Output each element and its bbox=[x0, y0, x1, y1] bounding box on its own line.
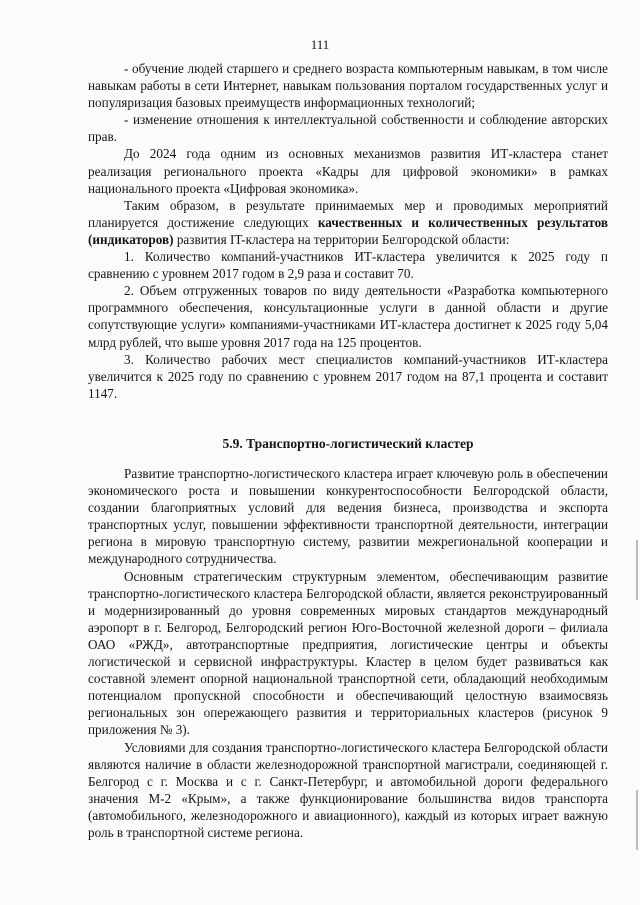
scan-edge-mark bbox=[636, 540, 638, 600]
paragraph-results bbox=[88, 197, 608, 248]
paragraph-dash-2: - изменение отношения к интеллектуальной собственности и соблюдение авторских прав. bbox=[88, 112, 608, 145]
scan-edge-mark bbox=[636, 790, 638, 850]
paragraph-structure: Основным стратегическим структурным элементом, обеспечивающим развитие транспортно-логистического кластера Белгородской области, является реконструированный и модернизированный до уровня современных мировых стандартов международный аэропорт в г. Белгород, Белгородский регион Юго-Восточной железной дороги – филиала ОАО «РЖД», автотранспортные предприятия, логистические центры и объекты логистической и сервисной инфраструктуры. Кластер в целом будет развиваться как составной элемент опорной национальной транспортной сети, обладающий необходимым потенциалом пропускной способности и обеспечивающий целостную взаимосвязь региональных зон опережающего развития и территориальных кластеров (рисунок 9 приложения № 3). bbox=[88, 568, 608, 738]
indicator-3: 3. Количество рабочих мест специалистов компаний-участников ИТ-кластера увеличится к 2025 году по сравнению с уровнем 2017 годом на 87,1 процента и составит 1147. bbox=[88, 351, 608, 401]
page-number: 111 bbox=[310, 37, 330, 52]
section-title: 5.9. Транспортно-логистический кластер bbox=[222, 436, 474, 451]
top-text-block bbox=[88, 60, 608, 402]
results-text-after: развития IT-кластера на территории Белгородской области: bbox=[173, 231, 510, 247]
indicator-1: 1. Количество компаний-участников ИТ-кластера увеличится к 2025 году п сравнению с уровнем 2017 годом в 2,9 раза и составит 70. bbox=[88, 249, 608, 282]
paragraph-conditions: Условиями для создания транспортно-логистического кластера Белгородской области являются наличие в области железнодорожной транспортной магистрали, соединяющей г. Белгород с г. Москва и с г. Санкт-Петербург, и автомобильной дороги федерального значения М-2 «Крым», а также функционирование большинства видов транспорта (автомобильного, железнодорожного и авиационного), каждый из которых играет важную роль в транспортной системе региона. bbox=[88, 739, 608, 840]
indicator-2: 2. Объем отгруженных товаров по виду деятельности «Разработка компьютерного программного обеспечения, консультационные услуги в данной области и другие сопутствующие услуги» компаниями-участниками ИТ-кластера достигнет к 2025 году 5,04 млрд рублей, что выше уровня 2017 года на 125 процентов. bbox=[88, 283, 608, 350]
bottom-text-block bbox=[88, 465, 608, 841]
paragraph-mechanisms: До 2024 года одним из основных механизмов развития ИТ-кластера станет реализация регионального проекта «Кадры для цифровой экономики» в рамках национального проекта «Цифровая экономика». bbox=[88, 146, 608, 196]
paragraph-development: Развитие транспортно-логистического кластера играет ключевую роль в обеспечении экономического роста и повышении конкурентоспособности Белгородской области, создании благоприятных условий для ведения бизнеса, производства и экспорта транспортных услуг, повышении эффективности транспортной деятельности, интеграции региона в мировую транспортную систему, развитии межрегиональной кооперации и международного сотрудничества. bbox=[88, 466, 608, 567]
paragraph-dash-1: - обучение людей старшего и среднего возраста компьютерным навыкам, в том числе навыкам работы в сети Интернет, навыкам пользования порталом государственных услуг и популяризация базовых преимуществ информационных технологий; bbox=[88, 61, 608, 111]
results-text-bold: качественных и количественных результатов (индикаторов) bbox=[88, 214, 608, 247]
results-text-before: Таким образом, в результате принимаемых мер и проводимых мероприятий планируется достижение следующих bbox=[88, 197, 608, 230]
